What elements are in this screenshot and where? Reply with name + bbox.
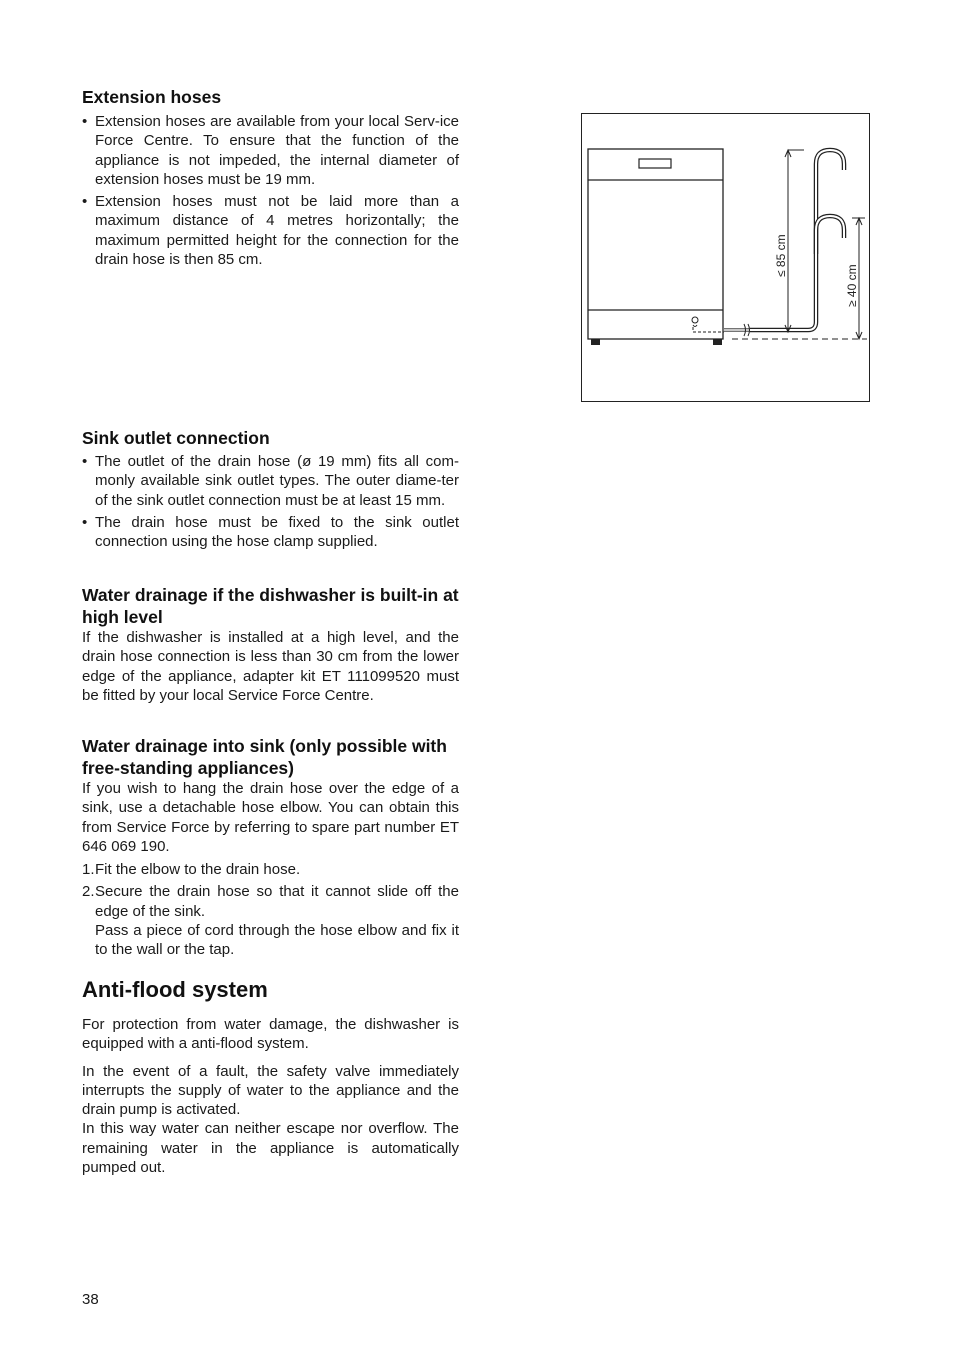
step-item: 2. Secure the drain hose so that it cannot slide off the edge of the sink. — [82, 883, 459, 920]
bullet-item: • The drain hose must be fixed to the sink outlet connection using the hose clamp supplied. — [82, 513, 459, 551]
pump-symbol-lower — [693, 325, 697, 327]
section-anti-flood — [82, 976, 459, 1177]
label-max-height: ≤ 85 cm — [774, 234, 788, 277]
bullet-item: • Extension hoses must not be laid more than a maximum distance of 4 metres horizontally; the maximum permitted height for the connection for the drain hose is then 85 cm. — [82, 193, 459, 269]
section-heading: Sink outlet connection — [82, 428, 270, 448]
section-heading: Water drainage into sink (only possible with free-standing appliances) — [82, 736, 447, 778]
label-min-height: ≥ 40 cm — [845, 264, 859, 307]
control-display — [639, 159, 671, 168]
section-into-sink — [82, 735, 459, 960]
bullet-marker: • — [82, 453, 88, 470]
step-number: 2. — [82, 883, 95, 901]
hose-riser-low — [816, 216, 844, 254]
hose-riser-high-inner — [750, 150, 844, 330]
paragraph: In this way water can neither escape nor overflow. The remaining water in the appliance is automatically pumped out. — [82, 1120, 459, 1177]
paragraph: If the dishwasher is installed at a high level, and the drain hose connection is less than 30 cm from the lower edge of the appliance, adapter kit ET 111099520 must be fitted by your local Service Force Centre. — [82, 629, 459, 704]
step-number: 1. — [82, 861, 95, 879]
section-heading: Water drainage if the dishwasher is built-in at high level — [82, 585, 459, 627]
drain-hose-height-diagram — [581, 113, 870, 402]
paragraph: In the event of a fault, the safety valve immediately interrupts the supply of water to the appliance and the drain pump is activated. — [82, 1062, 459, 1119]
bullet-item: • Extension hoses are available from your local Serv-ice Force Centre. To ensure that the function of the appliance is not impeded, the internal diameter of extension hoses must be 19 mm. — [82, 113, 459, 188]
paragraph: If you wish to hang the drain hose over the edge of a sink, use a detachable hose elbow. You can obtain this from Service Force by referring to spare part number ET 646 069 190. — [82, 780, 459, 855]
step-extra: Pass a piece of cord through the hose elbow and fix it to the wall or the tap. — [95, 922, 459, 959]
bullet-marker: • — [82, 113, 88, 130]
bullet-marker: • — [82, 513, 88, 531]
diagram-svg — [582, 114, 869, 401]
section-sink-outlet — [82, 427, 459, 551]
paragraph: For protection from water damage, the dishwasher is equipped with a anti-flood system. — [82, 1016, 459, 1053]
page-number: 38 — [82, 1291, 99, 1308]
pump-symbol — [692, 317, 698, 323]
section-extension-hoses — [82, 86, 459, 269]
section-high-level — [82, 584, 459, 705]
bullet-marker: • — [82, 193, 88, 211]
foot-right — [713, 339, 722, 345]
hose-inside — [693, 327, 724, 332]
section-heading: Extension hoses — [82, 87, 222, 107]
bullet-item: • The outlet of the drain hose (ø 19 mm) fits all com-monly available sink outlet types. The outer diame-ter of the sink outlet connection must be at least 15 mm. — [82, 453, 459, 509]
hose-riser-high — [750, 150, 844, 330]
foot-left — [591, 339, 600, 345]
section-title: Anti-flood system — [82, 977, 268, 1002]
step-item: 1. Fit the elbow to the drain hose. — [82, 861, 301, 879]
